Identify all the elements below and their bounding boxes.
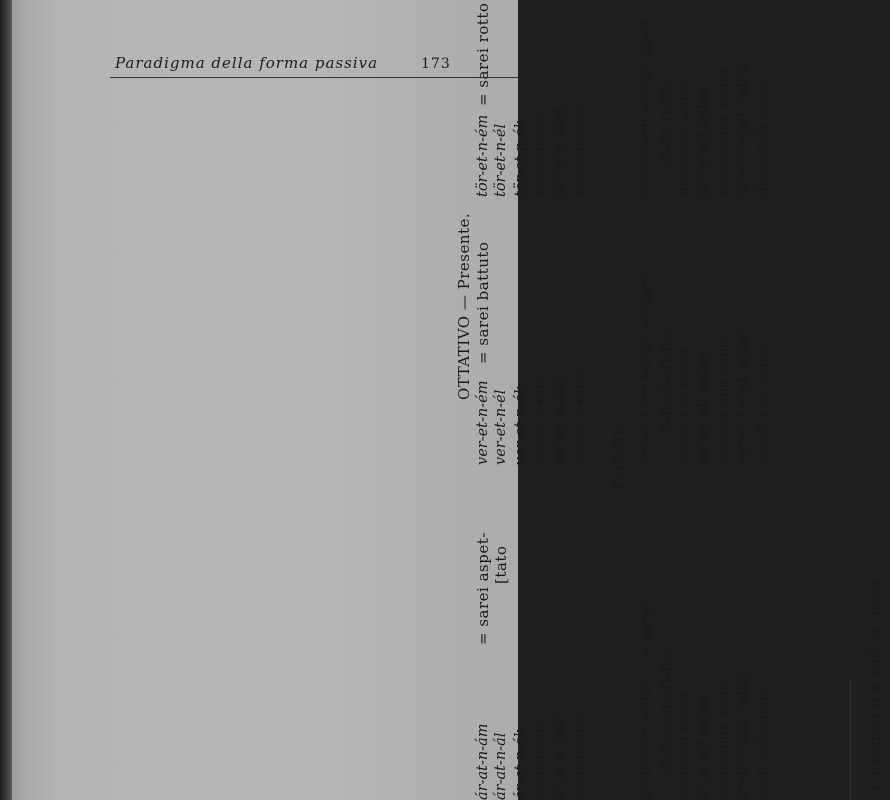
perfect-col2-line-3: ver-et-ett volna xyxy=(696,352,712,465)
perfect-col2-gloss: = sarei xyxy=(637,268,655,327)
present-col2-gloss: = sarei battuto xyxy=(474,241,492,364)
perfect-col2-line-4: ver-et-t-ünk volna xyxy=(716,334,732,465)
perfect-col3-line-5: tör-et-t-etek volna xyxy=(735,64,751,197)
present-col1-gloss: = sarei aspet- xyxy=(474,532,492,645)
perfect-col2-first: ver-et-t-em volna xyxy=(638,339,654,465)
present-col3-line-1: tör-et-n-ém xyxy=(475,114,491,197)
present-col3-line-3: tör-et-n-ék xyxy=(513,119,529,197)
present-col3-line-5: tör-et-n-étek xyxy=(552,105,568,197)
present-col1-line-2: ár-at-n-ál xyxy=(493,732,509,800)
present-col3-line-4: tör-et-n-énk xyxy=(532,110,548,197)
book-spine-shadow xyxy=(0,0,12,800)
perfect-col1-line-4: ár-at-t-unk volna xyxy=(716,677,732,800)
present-col3-line-2: tör-et-n-él xyxy=(493,123,509,197)
present-col1-line-6: ár-at-n-ának xyxy=(572,710,588,800)
perfect-col1-line-5: ár-at-t-atok volna xyxy=(735,673,751,800)
perfect-col1-line-6: ár-at-t-ak volna xyxy=(755,687,771,800)
perfect-col2-line-5: ver-et-t-etek volna xyxy=(735,330,751,465)
page-number: 173 xyxy=(421,56,451,72)
perfect-col3-line-2: tör-et-t-él volna xyxy=(677,83,693,197)
perfect-col2-gloss-cont: stato battuto xyxy=(656,330,674,435)
perfect-col3-line-4: tör-et-t-ünk volna xyxy=(716,68,732,197)
perfect-col1-gloss: = sarei xyxy=(637,600,655,659)
perfect-col1-line-2: ár-at-t-ál volna xyxy=(677,691,693,800)
perfect-col1-line-3: ár-at-ott volna xyxy=(696,695,712,800)
perfect-col3-line-3: tör-et-ett volna xyxy=(696,86,712,197)
perfect-col3-gloss-cont: stato rotto xyxy=(656,81,674,167)
present-col2-line-5: ver-et-n-étek xyxy=(552,371,568,465)
perfect-col3-line-6: tör-et-t-ek volna xyxy=(755,79,771,197)
perfect-col3-gloss: = sarei xyxy=(637,19,655,78)
present-col1-line-4: ár-at-n-ánk xyxy=(532,719,548,800)
footnote: (¹) Vedasi il § 108, B, nota. xyxy=(866,575,884,790)
perfect-col1-first: ár-at-t-am volna xyxy=(638,682,654,800)
present-col1-line-1: ár-at-n-ám xyxy=(475,723,491,800)
present-col2-line-2: ver-et-n-él xyxy=(493,389,509,465)
perfect-col3-first: tör-et-t-em volna xyxy=(638,74,654,197)
perfect-col1-gloss-cont: stato aspettato xyxy=(656,650,674,772)
footnote-rule xyxy=(850,680,851,800)
present-col2-line-6: ver-et-n-ének xyxy=(572,367,588,465)
present-col1-gloss-cont: [tato xyxy=(492,545,510,584)
perfect-col2-line-6: ver-et-t-ek volna xyxy=(755,344,771,465)
present-col1-line-5: ár-at-n-átok xyxy=(552,713,568,800)
present-col3-line-6: tör-et-n-ének xyxy=(572,101,588,197)
perfect-heading: Perfetto. xyxy=(609,420,627,490)
present-col2-line-3: ver-et-n-ék xyxy=(513,385,529,465)
present-col2-line-4: ver-et-n-énk xyxy=(532,376,548,465)
present-col1-line-3: ár-at-n-ék xyxy=(513,728,529,800)
present-col3-gloss: = sarei rotto xyxy=(474,2,492,106)
perfect-col2-line-2: ver-et-t-él volna xyxy=(677,348,693,465)
present-col2-line-1: ver-et-n-ém xyxy=(475,380,491,465)
running-title: Paradigma della forma passiva xyxy=(115,54,379,72)
rotated-text-block xyxy=(445,2,890,800)
section-title: OTTATIVO — Presente. xyxy=(455,212,473,400)
